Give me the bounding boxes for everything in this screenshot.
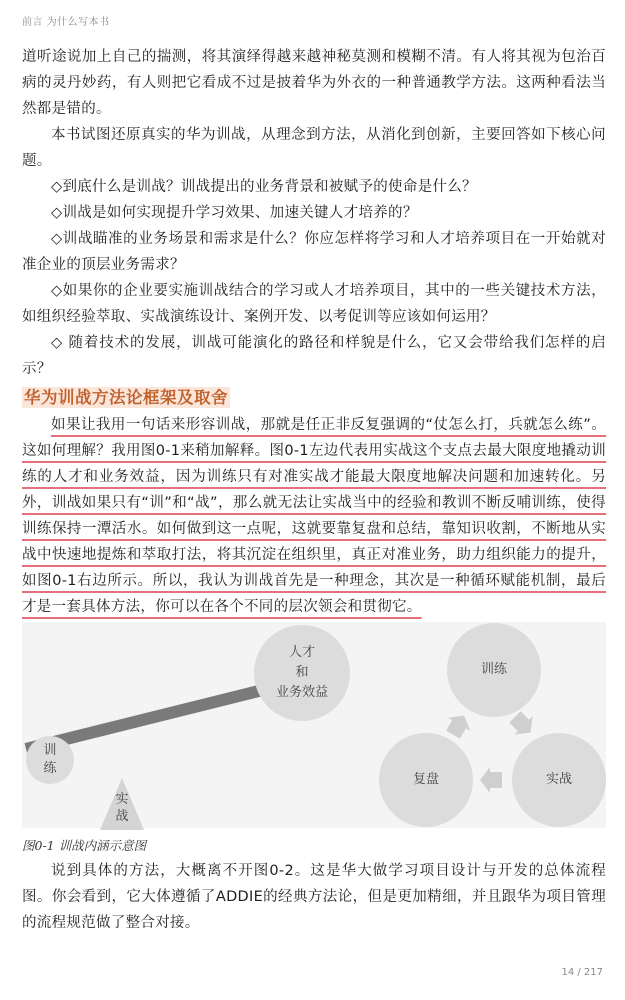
figure-caption: 图0-1 训战内涵示意图	[22, 838, 147, 853]
lever-left-label: 训 练	[43, 743, 57, 776]
question-5: ◇ 随着技术的发展，训战可能演化的路径和样貌是什么，它又会带给我们怎样的启示？	[22, 335, 606, 377]
paragraph-purpose: 本书试图还原真实的华为训战，从理念到方法，从消化到创新，主要回答如下核心问题。	[22, 127, 606, 169]
question-2: ◇训战是如何实现提升学习效果、加速关键人才培养的？	[51, 205, 418, 221]
cycle-combat-label: 实战	[545, 772, 572, 787]
paragraph-method: 说到具体的方法，大概离不开图0-2。这是华大做学习项目设计与开发的总体流程图。你会看到，它大体遵循了ADDIE的经典方法论，但是更加精细，并且跟华为项目管理的流程规范做了整合对接。	[22, 863, 606, 931]
cycle-review-circle	[379, 733, 473, 827]
cycle-train-circle	[447, 623, 541, 717]
cycle-arrow-bottom-icon	[478, 766, 506, 794]
lever-right-label: 人才 和 业务效益	[275, 645, 328, 700]
lever-right-circle	[254, 625, 350, 721]
cycle-arrow-right-icon	[508, 710, 536, 738]
cycle-combat-circle	[512, 733, 606, 827]
cycle-train-label: 训练	[480, 662, 507, 677]
highlight-explanation[interactable]: 这如何理解？我用图0-1来稍加解释。图0-1左边代表用实战这个支点去最大限度地撬动训练的人才和业务效益，因为训练只有对准实战才能最大限度地解决问题和加速转化。另外，训战如果只有“训”和“战”，那么就无法让实战当中的经验和教训不断反哺训练，使得训练保持一潭活水。如何做到这一点呢，这就要靠复盘和总结，靠知识收割，不断地从实战中快速地提炼和萃取打法，将其沉淀在组织里，真正对准业务，助力组织能力的提升，如图0-1右边所示。所以，我认为训战首先是一种理念，其次是一种循环赋能机制，最后才是一套具体方法，你可以在各个不同的层次领会和贯彻它。	[22, 443, 606, 615]
section-heading	[22, 384, 606, 412]
highlight-quote[interactable]: 如果让我用一句话来形容训战，那就是任正非反复强调的“仗怎么打，兵就怎么练”。	[51, 417, 606, 433]
question-4: ◇如果你的企业要实施训战结合的学习或人才培养项目，其中的一些关键技术方法，如组织经验萃取、实战演练设计、案例开发、以考促训等应该如何运用？	[22, 283, 606, 325]
fulcrum-label: 实 战	[115, 792, 129, 824]
question-3: ◇训战瞄准的业务场景和需求是什么？你应怎样将学习和人才培养项目在一开始就对准企业的顶层业务需求？	[22, 231, 606, 273]
cycle-arrow-left-icon	[444, 712, 472, 740]
lever-left-circle	[26, 736, 74, 784]
cycle-review-label: 复盘	[412, 772, 439, 787]
section-heading-text: 华为训战方法论框架及取舍	[24, 388, 228, 407]
page-body-continued	[22, 858, 606, 936]
page-body	[22, 44, 606, 620]
page-number: 14 / 217	[561, 967, 603, 978]
paragraph-intro: 道听途说加上自己的揣测，将其演绎得越来越神秘莫测和模糊不清。有人将其视为包治百病的灵丹妙药，有人则把它看成不过是披着华为外衣的一种普通教学方法。这两种看法当然都是错的。	[22, 49, 606, 117]
running-header: 前言 为什么写本书	[22, 17, 110, 28]
question-1: ◇到底什么是训战？训战提出的业务背景和被赋予的使命是什么？	[51, 179, 477, 195]
paragraph-framework	[22, 412, 606, 620]
